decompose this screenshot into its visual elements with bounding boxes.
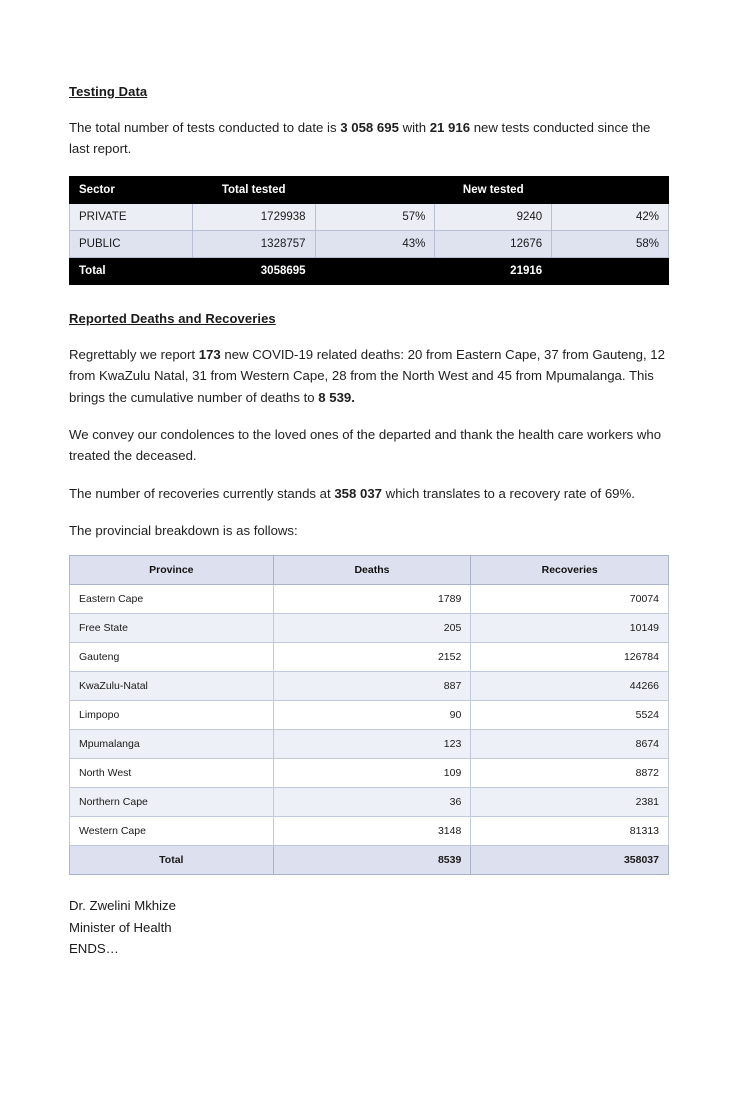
table-row [70, 585, 669, 614]
testing-paragraph-suffix: new tests conducted since the last report. [69, 120, 651, 157]
cell-deaths-total: 8539 [273, 846, 471, 875]
condolences-paragraph: We convey our condolences to the loved ones of the departed and thank the health care workers who treated the deceased. [69, 426, 662, 464]
testing-table [69, 176, 669, 285]
table-row [70, 817, 669, 846]
cell-province: Free State [70, 614, 274, 643]
provincial-table [69, 555, 669, 875]
cell-deaths: 2152 [273, 643, 471, 672]
cell-province: Limpopo [70, 701, 274, 730]
table-total-row [70, 257, 669, 284]
table-row [70, 203, 669, 230]
cell-sector: PRIVATE [70, 203, 193, 230]
recoveries-p3-b: which translates to a recovery rate of 69%. [382, 485, 635, 501]
signoff-block [69, 895, 669, 959]
signoff-title: Minister of Health [69, 919, 172, 935]
col-header-recoveries: Recoveries [471, 556, 669, 585]
cell-deaths: 1789 [273, 585, 471, 614]
col-header-province: Province [70, 556, 274, 585]
table-row [70, 730, 669, 759]
total-tests-value: 3 058 695 [340, 120, 399, 135]
cell-recoveries: 5524 [471, 701, 669, 730]
table-row [70, 643, 669, 672]
col-header-sector: Sector [70, 176, 193, 203]
deaths-paragraph [69, 344, 669, 408]
cell-province: Mpumalanga [70, 730, 274, 759]
cell-province: Eastern Cape [70, 585, 274, 614]
cell-total-tested-sum: 3058695 [192, 257, 315, 284]
new-deaths-value: 173 [198, 346, 221, 362]
col-header-new-tested: New tested [435, 176, 552, 203]
spacer [69, 285, 669, 311]
cell-total-label: Total [70, 846, 274, 875]
cell-new-tested-sum: 21916 [435, 257, 552, 284]
cell-recoveries: 70074 [471, 585, 669, 614]
table-row [70, 614, 669, 643]
col-header-deaths: Deaths [273, 556, 471, 585]
cell-deaths: 887 [273, 672, 471, 701]
testing-data-heading: Testing Data [69, 84, 148, 99]
cell-total-pct: 43% [315, 230, 435, 257]
cell-new-tested: 9240 [435, 203, 552, 230]
cell-total-pct-sum [315, 257, 435, 284]
cell-total-pct: 57% [315, 203, 435, 230]
cell-new-tested: 12676 [435, 230, 552, 257]
signoff-ends: ENDS… [69, 941, 119, 957]
col-header-new-pct [552, 176, 669, 203]
document-content [69, 84, 669, 960]
cell-new-pct: 42% [552, 203, 669, 230]
cell-deaths: 90 [273, 701, 471, 730]
deaths-p1-a: Regrettably we report [69, 346, 199, 362]
testing-paragraph-mid: with [398, 120, 430, 135]
cell-sector: PUBLIC [70, 230, 193, 257]
col-header-total-pct [315, 176, 435, 203]
table-row [70, 672, 669, 701]
cell-recoveries: 44266 [471, 672, 669, 701]
testing-paragraph-prefix: The total number of tests conducted to date is [69, 120, 341, 135]
cell-recoveries: 8674 [471, 730, 669, 759]
col-header-total-tested: Total tested [192, 176, 315, 203]
cell-province: Western Cape [70, 817, 274, 846]
cell-total-label: Total [70, 257, 193, 284]
table-header-row [70, 556, 669, 585]
cell-total-tested: 1328757 [192, 230, 315, 257]
table-total-row [70, 846, 669, 875]
table-header-row [70, 176, 669, 203]
recoveries-paragraph [69, 483, 669, 504]
cell-deaths: 205 [273, 614, 471, 643]
table-row [70, 759, 669, 788]
cell-new-pct: 58% [552, 230, 669, 257]
cell-province: KwaZulu-Natal [70, 672, 274, 701]
cell-recoveries-total: 358037 [471, 846, 669, 875]
table-row [70, 230, 669, 257]
testing-data-paragraph [69, 117, 669, 160]
cell-new-pct-sum [552, 257, 669, 284]
cell-province: Gauteng [70, 643, 274, 672]
cell-deaths: 36 [273, 788, 471, 817]
cumulative-deaths-value: 8 539. [318, 389, 355, 405]
cell-recoveries: 8872 [471, 759, 669, 788]
cell-recoveries: 10149 [471, 614, 669, 643]
table-row [70, 788, 669, 817]
recoveries-p3-a: The number of recoveries currently stands at [69, 485, 335, 501]
new-tests-value: 21 916 [429, 120, 471, 135]
deaths-p1-b: new COVID-19 related deaths: 20 from Eastern Cape, 37 from Gauteng, 12 from KwaZulu Natal, 31 from Western Cape, 28 from the North West and 45 from Mpumalanga. This brings the cumulative number of deaths to [69, 346, 665, 405]
provincial-breakdown-paragraph: The provincial breakdown is as follows: [69, 523, 298, 538]
cell-deaths: 3148 [273, 817, 471, 846]
cell-province: Northern Cape [70, 788, 274, 817]
signoff-name: Dr. Zwelini Mkhize [69, 898, 176, 914]
cell-recoveries: 126784 [471, 643, 669, 672]
cell-deaths: 109 [273, 759, 471, 788]
deaths-recoveries-heading: Reported Deaths and Recoveries [69, 310, 276, 326]
recoveries-value: 358 037 [334, 485, 383, 501]
cell-recoveries: 81313 [471, 817, 669, 846]
cell-deaths: 123 [273, 730, 471, 759]
cell-province: North West [70, 759, 274, 788]
cell-total-tested: 1729938 [192, 203, 315, 230]
table-row [70, 701, 669, 730]
cell-recoveries: 2381 [471, 788, 669, 817]
